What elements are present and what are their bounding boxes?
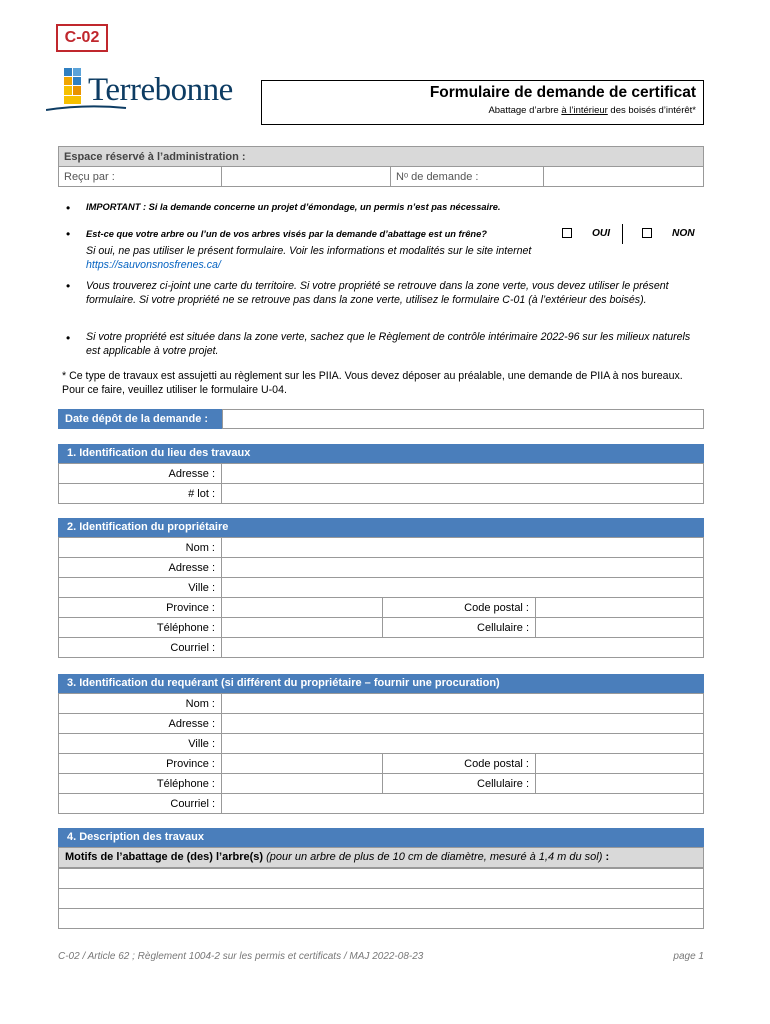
bullet-icon [66, 230, 72, 236]
map-note: Vous trouverez ci-joint une carte du territoire. Si votre propriété se retrouve dans la zone verte, vous devez utiliser le présent formulaire. Si votre propriété ne se retrouve pas dans la zone verte, utilisez le formulaire C-01 (à l’extérieur des boisés). [86, 280, 669, 306]
lot-label: # lot : [59, 484, 222, 504]
section-4 [58, 828, 704, 929]
applicant-name-label: Nom : [59, 694, 222, 714]
applicant-cell-field[interactable] [536, 774, 704, 794]
section-4-title: 4. Description des travaux [58, 828, 704, 847]
owner-email-field[interactable] [222, 638, 704, 658]
owner-phone-label: Téléphone : [59, 618, 222, 638]
owner-cell-label: Cellulaire : [383, 618, 536, 638]
received-label: Reçu par : [59, 167, 222, 187]
footer-reference: C-02 / Article 62 ; Règlement 1004-2 sur les permis et certificats / MAJ 2022-08-23 [58, 951, 424, 962]
page-number: page 1 [673, 951, 704, 962]
date-field[interactable] [222, 409, 704, 429]
owner-address-label: Adresse : [59, 558, 222, 578]
owner-postal-label: Code postal : [383, 598, 536, 618]
instructions-list [66, 200, 706, 360]
non-checkbox[interactable] [642, 228, 652, 238]
section-3 [58, 674, 704, 814]
owner-name-label: Nom : [59, 538, 222, 558]
ash-link[interactable]: https://sauvonsnosfrenes.ca/ [86, 259, 221, 271]
divider [622, 224, 623, 244]
applicant-email-field[interactable] [222, 794, 704, 814]
zone-note: Si votre propriété est située dans la zone verte, sachez que le Règlement de contrôle intérimaire 2022-96 sur les milieux naturels est applicable à votre projet. [86, 331, 691, 357]
applicant-postal-field[interactable] [536, 754, 704, 774]
ash-instructions: Si oui, ne pas utiliser le présent formulaire. Voir les informations et modalités sur le site internet https://sauvonsnosfrenes.ca/ [86, 245, 532, 271]
oui-checkbox[interactable] [562, 228, 572, 238]
owner-name-field[interactable] [222, 538, 704, 558]
applicant-postal-label: Code postal : [383, 754, 536, 774]
owner-province-label: Province : [59, 598, 222, 618]
page-title: Formulaire de demande de certificat [429, 84, 696, 101]
applicant-address-label: Adresse : [59, 714, 222, 734]
date-label: Date dépôt de la demande : [58, 409, 222, 429]
section-3-title: 3. Identification du requérant (si différent du propriétaire – fournir une procuration) [58, 674, 704, 693]
piia-note: * Ce type de travaux est assujetti au règlement sur les PIIA. Vous devez déposer au préalable, une demande de PIIA à nos bureaux. Pour ce faire, veuillez utiliser le formulaire U-04. [62, 370, 683, 396]
section-2-title: 2. Identification du propriétaire [58, 518, 704, 537]
applicant-city-label: Ville : [59, 734, 222, 754]
title-box [261, 80, 704, 125]
applicant-name-field[interactable] [222, 694, 704, 714]
ash-question: Est-ce que votre arbre ou l’un de vos arbres visés par la demande d’abattage est un frêne? [86, 229, 487, 239]
form-code-badge: C-02 [56, 24, 108, 52]
applicant-cell-label: Cellulaire : [383, 774, 536, 794]
section-1 [58, 444, 704, 504]
important-note: IMPORTANT : Si la demande concerne un projet d’émondage, un permis n’est pas nécessaire. [86, 202, 501, 212]
owner-city-field[interactable] [222, 578, 704, 598]
bullet-icon [66, 282, 72, 288]
date-row [58, 409, 704, 429]
applicant-province-label: Province : [59, 754, 222, 774]
owner-email-label: Courriel : [59, 638, 222, 658]
applicant-email-label: Courriel : [59, 794, 222, 814]
address-label: Adresse : [59, 464, 222, 484]
motifs-line[interactable] [59, 889, 704, 909]
address-field[interactable] [222, 464, 704, 484]
section-2 [58, 518, 704, 658]
owner-phone-field[interactable] [222, 618, 383, 638]
motifs-line[interactable] [59, 869, 704, 889]
oui-label: OUI [592, 228, 611, 239]
applicant-phone-field[interactable] [222, 774, 383, 794]
logo-wordmark: Terrebonne [88, 72, 233, 108]
received-field[interactable] [222, 167, 391, 187]
request-number-field[interactable] [544, 167, 704, 187]
applicant-city-field[interactable] [222, 734, 704, 754]
owner-postal-field[interactable] [536, 598, 704, 618]
section-1-title: 1. Identification du lieu des travaux [58, 444, 704, 463]
applicant-address-field[interactable] [222, 714, 704, 734]
owner-province-field[interactable] [222, 598, 383, 618]
applicant-phone-label: Téléphone : [59, 774, 222, 794]
owner-address-field[interactable] [222, 558, 704, 578]
lot-field[interactable] [222, 484, 704, 504]
motifs-line[interactable] [59, 909, 704, 929]
request-number-label: Nᵒ de demande : [391, 167, 544, 187]
owner-cell-field[interactable] [536, 618, 704, 638]
bullet-icon [66, 334, 72, 340]
motifs-label: Motifs de l’abattage de (des) l’arbre(s) (pour un arbre de plus de 10 cm de diamètre, mesuré à 1,4 m du sol) : [58, 847, 704, 868]
footer [58, 951, 704, 962]
non-label: NON [672, 228, 695, 239]
applicant-province-field[interactable] [222, 754, 383, 774]
admin-title: Espace réservé à l’administration : [59, 147, 704, 167]
owner-city-label: Ville : [59, 578, 222, 598]
admin-table [58, 146, 704, 187]
page-subtitle: Abattage d’arbre à l’intérieur des boisés d’intérêt* [488, 105, 696, 116]
bullet-icon [66, 204, 72, 210]
